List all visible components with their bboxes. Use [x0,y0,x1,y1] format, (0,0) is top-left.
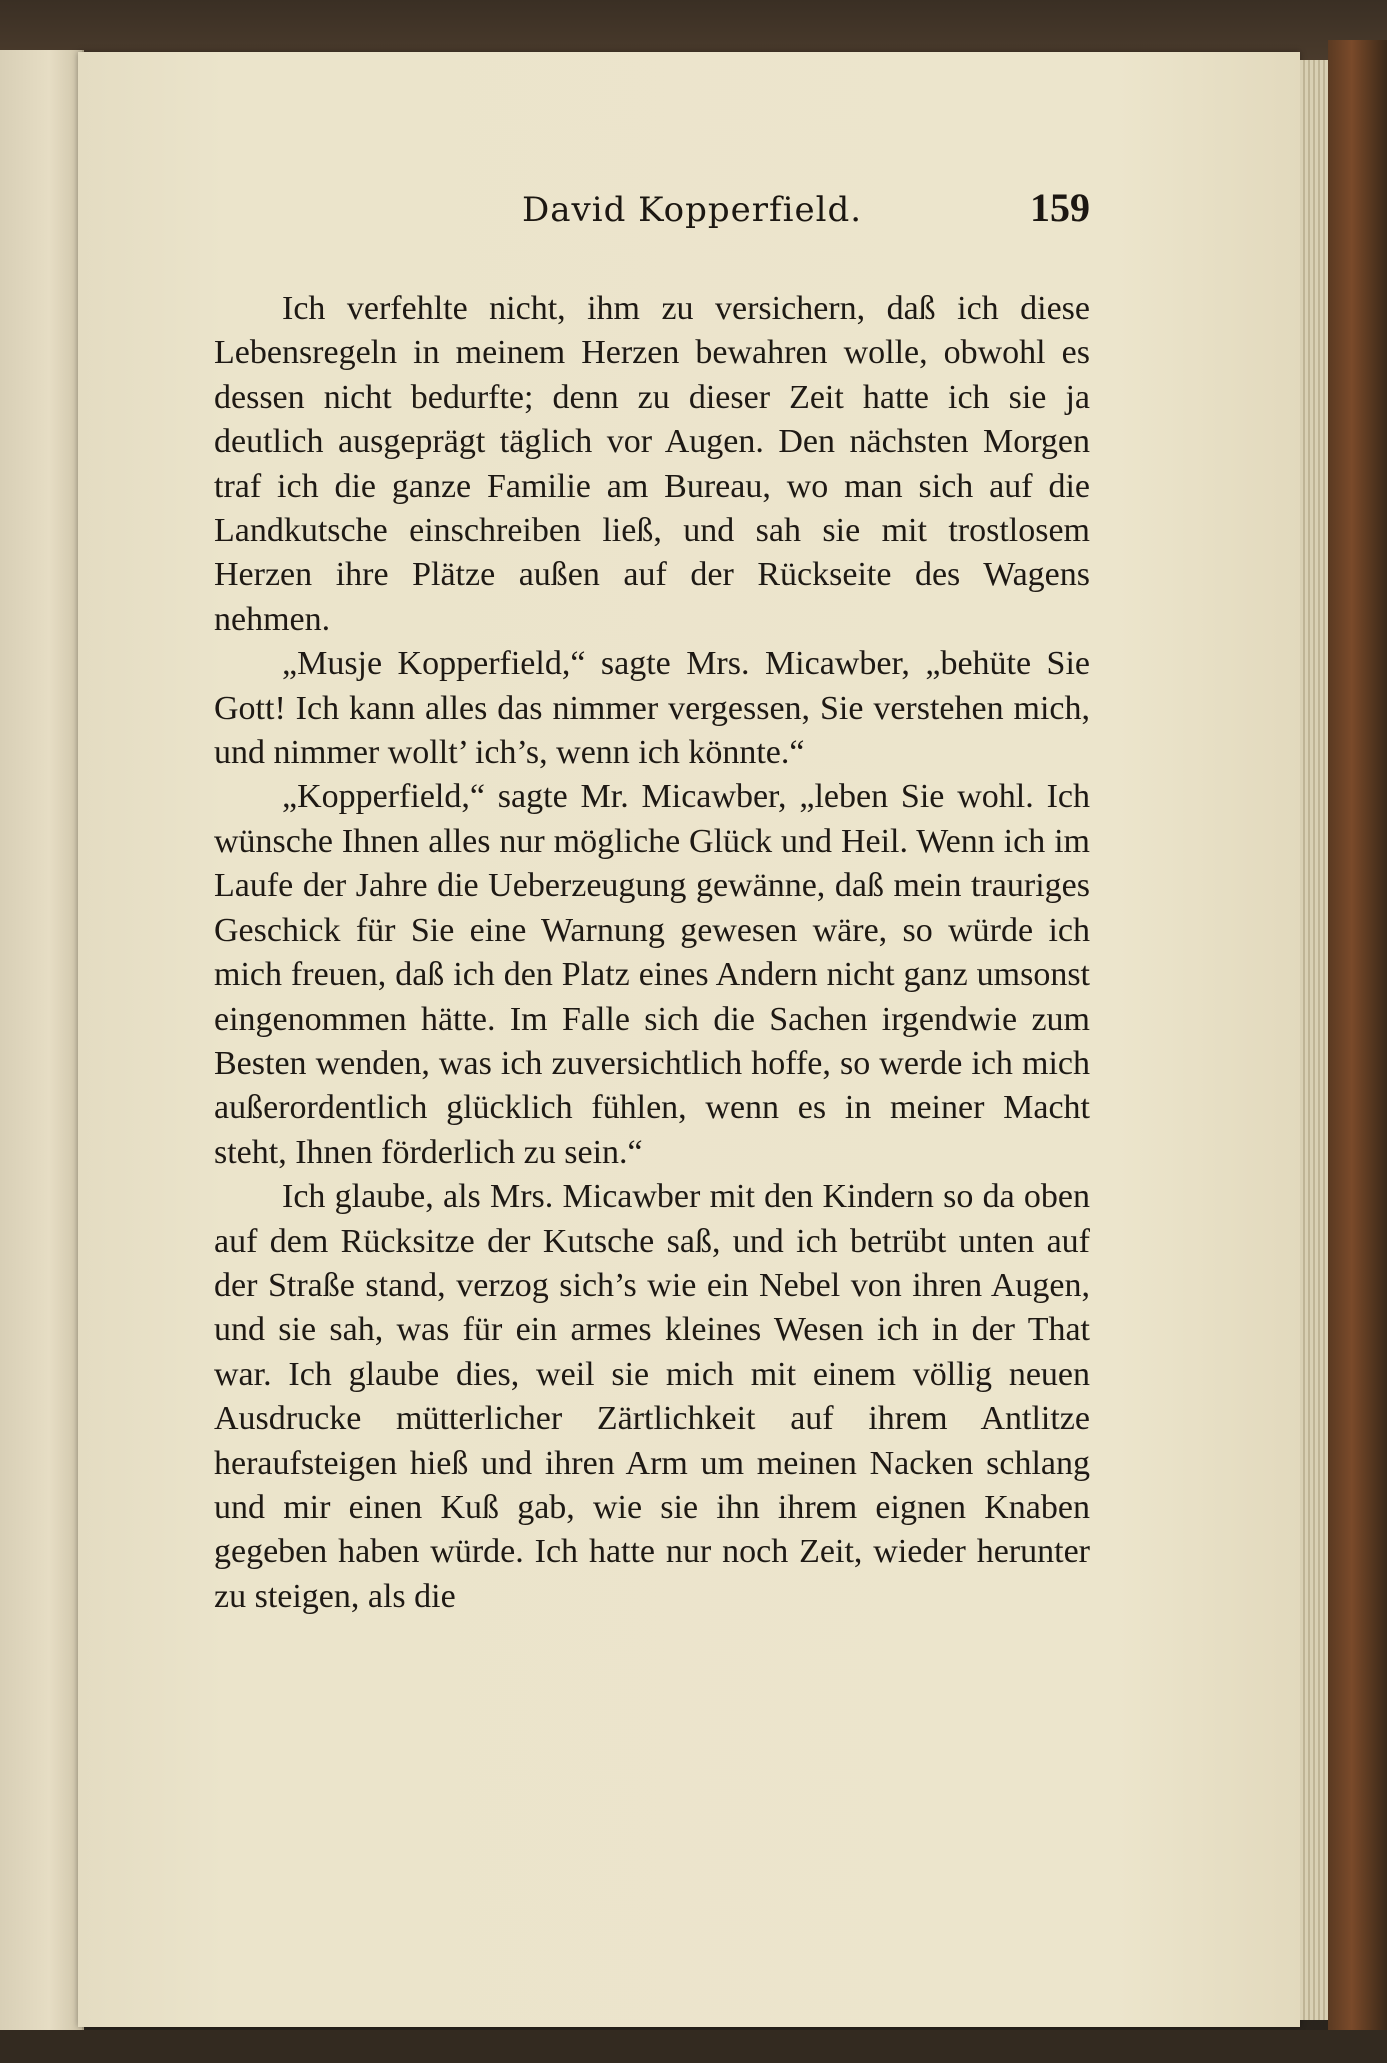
running-title: David Kopperfield. [522,190,863,230]
facing-page-edge [0,50,84,2035]
book-cover-right-edge [1328,40,1387,2040]
book-cover-top-edge [0,0,1387,60]
page-number: 159 [1030,185,1090,230]
body-text [214,287,1090,1619]
paragraph-2: „Musje Kopperfield,“ sagte Mrs. Micawber, „behüte Sie Gott! Ich kann alles das nimmer vergessen, Sie verstehen mich, und nimmer wollt’ ich’s, wenn ich könnte.“ [214,645,1090,772]
page-stack-edge [1300,60,1328,2020]
paragraph-3: „Kopperfield,“ sagte Mr. Micawber, „leben Sie wohl. Ich wünsche Ihnen alles nur mögliche Glück und Heil. Wenn ich im Laufe der Jahre die Ueberzeugung gewänne, daß mein trauriges Geschick für Sie eine Warnung gewesen wäre, so würde ich mich freuen, daß ich den Platz eines Andern nicht ganz umsonst eingenommen hätte. Im Falle sich die Sachen irgendwie zum Besten wenden, was ich zuversichtlich hoffe, so werde ich mich außerordentlich glücklich fühlen, wenn es in meiner Macht steht, Ihnen förderlich zu sein.“ [214,778,1090,1171]
page-header [214,185,1090,242]
paragraph-1: Ich verfehlte nicht, ihm zu versichern, daß ich diese Lebensregeln in meinem Herzen bewahren wolle, obwohl es dessen nicht bedurfte; denn zu dieser Zeit hatte ich sie ja deutlich ausgeprägt täglich vor Augen. Den nächsten Morgen traf ich die ganze Familie am Bureau, wo man sich auf die Landkutsche einschreiben ließ, und sah sie mit trostlosem Herzen ihre Plätze außen auf der Rückseite des Wagens nehmen. [214,290,1090,638]
paragraph-4: Ich glaube, als Mrs. Micawber mit den Kindern so da oben auf dem Rücksitze der Kutsche saß, und ich betrübt unten auf der Straße stand, verzog sich’s wie ein Nebel von ihren Augen, und sie sah, was für ein armes kleines Wesen ich in der That war. Ich glaube dies, weil sie mich mit einem völlig neuen Ausdrucke mütterlicher Zärtlichkeit auf ihrem Antlitze heraufsteigen hieß und ihren Arm um meinen Nacken schlang und mir einen Kuß gab, wie sie ihn ihrem eignen Knaben gegeben haben würde. Ich hatte nur noch Zeit, wieder herunter zu steigen, als die [214,1178,1090,1615]
book-cover-bottom-edge [0,2030,1387,2063]
